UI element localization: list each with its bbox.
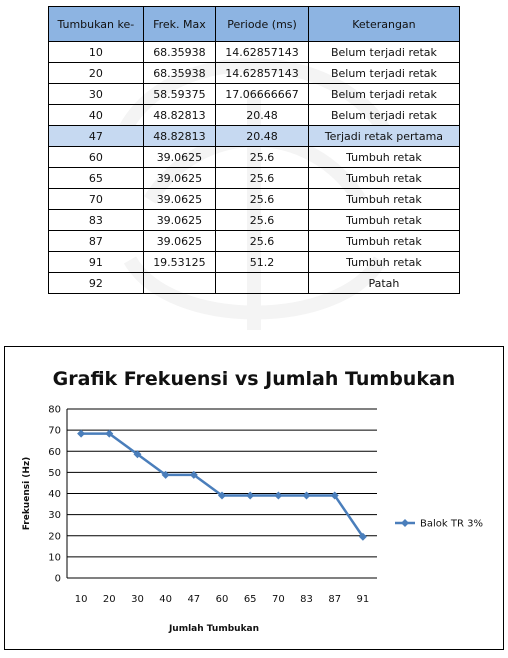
table-cell: 65	[49, 168, 144, 189]
table-cell: Patah	[308, 273, 459, 294]
x-tick-label: 83	[300, 594, 313, 605]
table-cell: Belum terjadi retak	[308, 42, 459, 63]
table-cell: 20	[49, 63, 144, 84]
table-cell: Belum terjadi retak	[308, 63, 459, 84]
x-tick-label: 70	[271, 594, 285, 605]
y-tick-label: 50	[48, 467, 61, 479]
table-cell: 91	[49, 252, 144, 273]
x-tick-label: 40	[159, 594, 173, 605]
x-axis-title: Jumlah Tumbukan	[168, 624, 260, 634]
table-cell: 48.82813	[143, 105, 216, 126]
table-row	[49, 273, 460, 294]
table-row	[49, 231, 460, 252]
data-point-marker	[77, 430, 85, 438]
table-cell: 30	[49, 84, 144, 105]
data-point-marker	[303, 491, 311, 499]
table-row	[49, 105, 460, 126]
y-tick-label: 40	[48, 489, 61, 500]
table-cell: Terjadi retak pertama	[308, 126, 459, 147]
y-tick-label: 60	[48, 446, 61, 458]
table-cell: 17.06666667	[216, 84, 309, 105]
x-tick-label: 91	[356, 594, 370, 605]
column-header: Frek. Max	[143, 7, 216, 42]
table-cell: Tumbuh retak	[308, 147, 459, 168]
table-cell: 19.53125	[143, 252, 216, 273]
table-row	[49, 252, 460, 273]
data-point-marker	[246, 491, 254, 499]
table-cell: 92	[49, 273, 144, 294]
table-cell: 60	[49, 147, 144, 168]
column-header: Keterangan	[308, 7, 459, 42]
table-cell: 20.48	[216, 126, 309, 147]
table-row	[49, 126, 460, 147]
table-cell	[143, 273, 216, 294]
table-header-row	[49, 7, 460, 42]
table-row	[49, 147, 460, 168]
table-row	[49, 168, 460, 189]
table-cell: 25.6	[216, 168, 309, 189]
y-tick-label: 10	[48, 552, 61, 564]
column-header: Tumbukan ke-	[49, 7, 144, 42]
table-cell: 87	[49, 231, 144, 252]
table-cell: 14.62857143	[216, 42, 309, 63]
table-cell: 14.62857143	[216, 63, 309, 84]
legend-marker	[401, 519, 409, 527]
x-tick-label: 30	[131, 594, 144, 605]
chart-panel	[4, 346, 504, 650]
table-cell: 83	[49, 210, 144, 231]
x-tick-label: 60	[215, 594, 229, 605]
table-cell: Belum terjadi retak	[308, 105, 459, 126]
x-tick-label: 47	[187, 594, 201, 605]
table-cell: 10	[49, 42, 144, 63]
table-cell: 20.48	[216, 105, 309, 126]
table-cell: 39.0625	[143, 147, 216, 168]
table-cell: 51.2	[216, 252, 309, 273]
x-tick-label: 20	[102, 594, 116, 605]
table-row	[49, 63, 460, 84]
table-cell: 39.0625	[143, 189, 216, 210]
table-row	[49, 189, 460, 210]
table-cell: 70	[49, 189, 144, 210]
frequency-line-chart	[5, 347, 503, 649]
y-axis-title: Frekuensi (Hz)	[22, 456, 32, 531]
table-cell: Tumbuh retak	[308, 231, 459, 252]
y-tick-label: 20	[48, 531, 61, 543]
data-point-marker	[274, 491, 282, 499]
table-cell: Belum terjadi retak	[308, 84, 459, 105]
table-cell: 40	[49, 105, 144, 126]
table-cell: Tumbuh retak	[308, 252, 459, 273]
table-cell: 39.0625	[143, 168, 216, 189]
table-row	[49, 42, 460, 63]
table-row	[49, 210, 460, 231]
y-tick-label: 80	[48, 404, 61, 416]
table-cell: 25.6	[216, 189, 309, 210]
table-cell: 68.35938	[143, 63, 216, 84]
y-tick-label: 0	[54, 573, 61, 585]
table-cell: 68.35938	[143, 42, 216, 63]
chart-title: Grafik Frekuensi vs Jumlah Tumbukan	[52, 368, 456, 390]
table-cell: Tumbuh retak	[308, 189, 459, 210]
x-tick-label: 87	[328, 594, 342, 605]
table-cell: 48.82813	[143, 126, 216, 147]
data-table	[48, 6, 460, 294]
table-cell: 58.59375	[143, 84, 216, 105]
table-cell: 25.6	[216, 231, 309, 252]
x-tick-label: 10	[74, 594, 88, 605]
y-tick-label: 70	[48, 425, 61, 437]
table-cell: 25.6	[216, 210, 309, 231]
table-cell	[216, 273, 309, 294]
table-cell: 39.0625	[143, 231, 216, 252]
table-cell: 39.0625	[143, 210, 216, 231]
table-row	[49, 84, 460, 105]
legend-label: Balok TR 3%	[420, 518, 483, 530]
table-cell: Tumbuh retak	[308, 210, 459, 231]
table-cell: Tumbuh retak	[308, 168, 459, 189]
table-cell: 25.6	[216, 147, 309, 168]
y-tick-label: 30	[48, 510, 61, 522]
column-header: Periode (ms)	[216, 7, 309, 42]
table-cell: 47	[49, 126, 144, 147]
x-tick-label: 65	[243, 594, 257, 605]
series-line	[81, 434, 363, 537]
